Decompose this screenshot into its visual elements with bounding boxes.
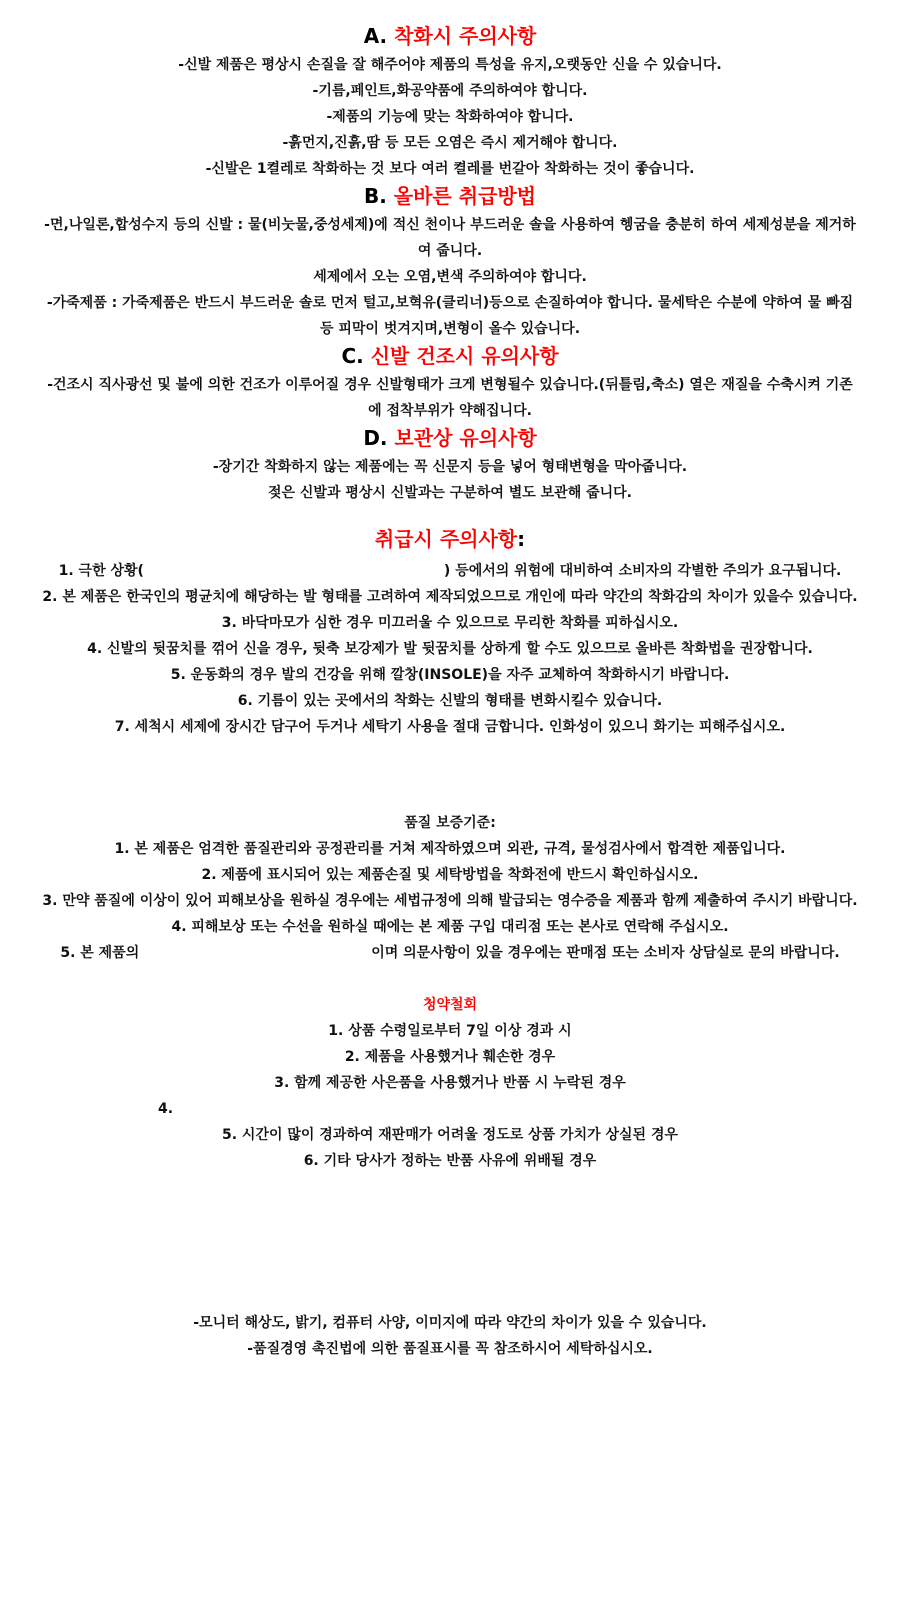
section-d-heading xyxy=(42,424,858,452)
spacer xyxy=(42,966,858,992)
quality-item: 4. 피해보상 또는 수선을 원하실 때에는 본 제품 구입 대리점 또는 본사로 연락해 주십시오. xyxy=(171,919,729,935)
quality-title: 품질 보증기준: xyxy=(404,815,496,831)
withdrawal-item: 6. 기타 당사가 정하는 반품 사유에 위배될 경우 xyxy=(303,1153,597,1169)
handling-heading xyxy=(42,524,858,554)
quality-item-5-start: 5. 본 제품의 xyxy=(60,945,140,961)
section-d-letter: D. xyxy=(363,426,388,450)
section-a-line: -신발 제품은 평상시 손질을 잘 해주어야 제품의 특성을 유지,오랫동안 신을 수 있습니다. xyxy=(178,57,722,73)
spacer xyxy=(42,740,858,792)
section-b-title: 올바른 취급방법 xyxy=(393,184,536,208)
section-b-heading xyxy=(42,182,858,210)
quality-item: 1. 본 제품은 엄격한 품질관리와 공정관리를 거쳐 제작하였으며 외관, 규격, 물성검사에서 합격한 제품입니다. xyxy=(114,841,786,857)
handling-colon: : xyxy=(517,527,526,551)
footer-note: -품질경영 촉진법에 의한 품질표시를 꼭 참조하시어 세탁하십시오. xyxy=(247,1341,653,1357)
section-a-heading xyxy=(42,22,858,50)
withdrawal-item: 3. 함께 제공한 사은품을 사용했거나 반품 시 누락된 경우 xyxy=(274,1075,626,1091)
section-c-letter: C. xyxy=(341,344,364,368)
quality-item xyxy=(42,940,858,966)
section-d-line: 젖은 신발과 평상시 신발과는 구분하여 별도 보관해 줍니다. xyxy=(267,485,632,501)
section-a-line: -기름,페인트,화공약품에 주의하여야 합니다. xyxy=(312,83,588,99)
section-b-line: -가죽제품 : 가죽제품은 반드시 부드러운 솔로 먼저 털고,보혁유(클리너)등으로 손질하여야 합니다. 물세탁은 수분에 약하여 물 빠짐 등 피막이 벗겨지며,변형이 올수 있습니다. xyxy=(46,295,854,337)
spacer xyxy=(42,792,858,810)
handling-item: 3. 바닥마모가 심한 경우 미끄러울 수 있으므로 무리한 착화를 피하십시오. xyxy=(221,615,679,631)
section-d-line: -장기간 착화하지 않는 제품에는 꼭 신문지 등을 넣어 형태변형을 막아줍니다. xyxy=(212,459,688,475)
withdrawal-item: 5. 시간이 많이 경과하여 재판매가 어려울 정도로 상품 가치가 상실된 경우 xyxy=(222,1127,678,1143)
section-b-letter: B. xyxy=(363,184,387,208)
withdrawal-title: 청약철회 xyxy=(422,997,478,1013)
handling-item: 7. 세척시 세제에 장시간 담구어 두거나 세탁기 사용을 절대 금합니다. 인화성이 있으니 화기는 피해주십시오. xyxy=(114,719,786,735)
section-d-title: 보관상 유의사항 xyxy=(394,426,537,450)
handling-item-1-end: ) 등에서의 위험에 대비하여 소비자의 각별한 주의가 요구됩니다. xyxy=(443,563,842,579)
section-a-line: -제품의 기능에 맞는 착화하여야 합니다. xyxy=(326,109,574,125)
quality-item: 2. 제품에 표시되어 있는 제품손질 및 세탁방법을 착화전에 반드시 확인하십시오. xyxy=(201,867,699,883)
section-b-line: -면,나일론,합성수지 등의 신발 : 물(비눗물,중성세제)에 적신 천이나 부드러운 솔을 사용하여 헹굼을 충분히 하여 세제성분을 제거하여 줍니다. xyxy=(44,217,856,259)
handling-item: 6. 기름이 있는 곳에서의 착화는 신발의 형태를 변화시킬수 있습니다. xyxy=(237,693,663,709)
quality-item-5-end: 이며 의문사항이 있을 경우에는 판매점 또는 소비자 상담실로 문의 바랍니다. xyxy=(371,945,840,961)
handling-item: 5. 운동화의 경우 발의 건강을 위해 깔창(INSOLE)을 자주 교체하여 착화하시기 바랍니다. xyxy=(170,667,730,683)
spacer xyxy=(42,1284,858,1310)
handling-item: 4. 신발의 뒷꿈치를 꺾어 신을 경우, 뒷축 보강제가 발 뒷꿈치를 상하게 할 수도 있으므로 올바른 착화법을 권장합니다. xyxy=(87,641,813,657)
handling-item: 2. 본 제품은 한국인의 평균치에 해당하는 발 형태를 고려하여 제작되었으므로 개인에 따라 약간의 착화감의 차이가 있을수 있습니다. xyxy=(42,589,858,605)
footer-note: -모니터 해상도, 밝기, 컴퓨터 사양, 이미지에 따라 약간의 차이가 있을 수 있습니다. xyxy=(193,1315,707,1331)
section-b-line: 세제에서 오는 오염,변색 주의하여야 합니다. xyxy=(313,269,587,285)
handling-title: 취급시 주의사항 xyxy=(374,527,518,551)
spacer xyxy=(42,506,858,524)
withdrawal-item: 2. 제품을 사용했거나 훼손한 경우 xyxy=(344,1049,556,1065)
section-c-heading xyxy=(42,342,858,370)
handling-item-1-start: 1. 극한 상황( xyxy=(58,563,144,579)
spacer xyxy=(42,1174,858,1284)
section-a-title: 착화시 주의사항 xyxy=(394,24,537,48)
section-a-letter: A. xyxy=(363,24,388,48)
section-a-line: -흙먼지,진흙,땀 등 모든 오염은 즉시 제거해야 합니다. xyxy=(282,135,618,151)
withdrawal-item: 4. xyxy=(158,1101,174,1117)
handling-item xyxy=(42,558,858,584)
section-c-title: 신발 건조시 유의사항 xyxy=(370,344,559,368)
withdrawal-item: 1. 상품 수령일로부터 7일 이상 경과 시 xyxy=(328,1023,572,1039)
section-c-line: -건조시 직사광선 및 불에 의한 건조가 이루어질 경우 신발형태가 크게 변형될수 있습니다.(뒤틀림,축소) 열은 재질을 수축시켜 기존에 접착부위가 약해집니다. xyxy=(47,377,853,419)
quality-item: 3. 만약 품질에 이상이 있어 피해보상을 원하실 경우에는 세법규정에 의해 발급되는 영수증을 제품과 함께 제출하여 주시기 바랍니다. xyxy=(42,893,858,909)
section-a-line: -신발은 1켤레로 착화하는 것 보다 여러 켤레를 번갈아 착화하는 것이 좋습니다. xyxy=(205,161,695,177)
